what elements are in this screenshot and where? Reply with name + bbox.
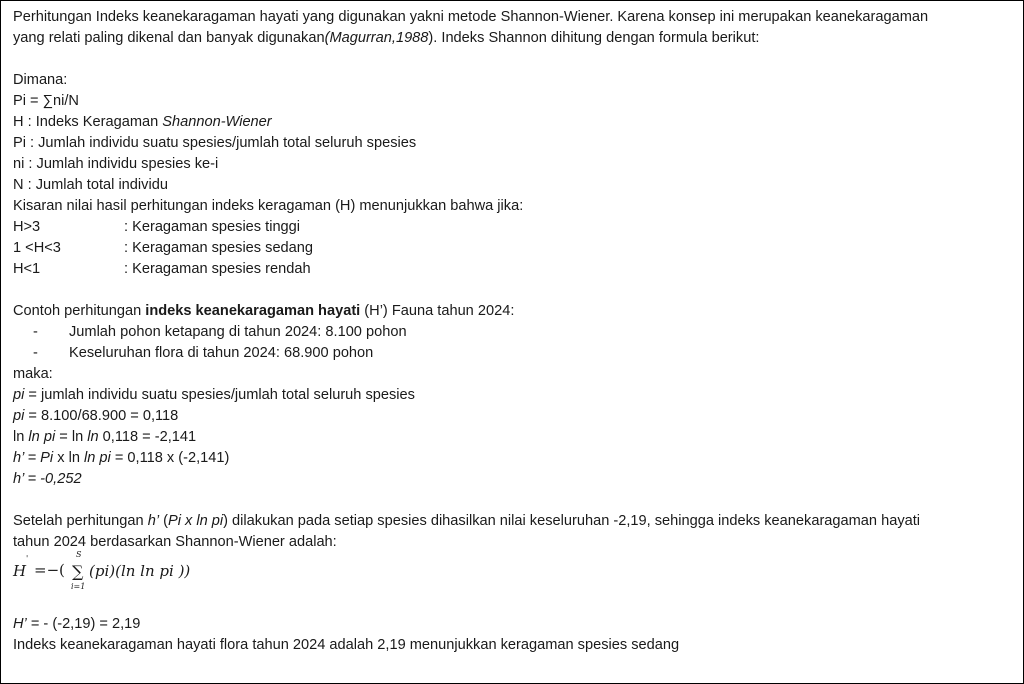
list-item bbox=[13, 343, 373, 364]
bullet-text: Jumlah pohon ketapang di tahun 2024: 8.100 pohon bbox=[69, 324, 407, 340]
calc-result: h’ = -0,252 bbox=[13, 471, 82, 487]
ni-definition bbox=[13, 154, 218, 175]
calc-text: = jumlah individu suatu spesies/jumlah total seluruh spesies bbox=[24, 387, 415, 403]
calc-text: ln bbox=[13, 429, 29, 445]
range-condition: 1 <H<3 bbox=[13, 240, 61, 256]
example-intro-bold: indeks keanekaragaman hayati bbox=[145, 303, 361, 319]
conclusion-text: tahun 2024 berdasarkan Shannon-Wiener adalah: bbox=[13, 534, 337, 550]
bullet-text: Keseluruhan flora di tahun 2024: 68.900 pohon bbox=[69, 345, 374, 361]
calc-var: h’ = Pi bbox=[13, 450, 54, 466]
pi-def-text: Pi : Jumlah individu suatu spesies/jumlah total seluruh spesies bbox=[13, 135, 417, 151]
calc-text: = 8.100/68.900 = 0,118 bbox=[24, 408, 179, 424]
range-condition: H<1 bbox=[13, 261, 41, 277]
calc-step-4 bbox=[13, 448, 229, 469]
calc-var: pi bbox=[13, 387, 25, 403]
bullet-marker: - bbox=[33, 345, 38, 361]
example-intro-text: Contoh perhitungan bbox=[13, 303, 146, 319]
shannon-formula bbox=[13, 550, 253, 596]
intro-text-2b: ). Indeks Shannon dihitung dengan formula berikut: bbox=[428, 30, 760, 46]
formula-equals-minus: =− bbox=[34, 561, 60, 579]
pi-formula: Pi = ∑ni/N bbox=[13, 93, 79, 109]
maka-line bbox=[13, 364, 53, 385]
formula-paren: ( bbox=[59, 561, 65, 579]
range-row bbox=[13, 259, 311, 280]
h-def-method: Shannon-Wiener bbox=[162, 114, 272, 130]
result-line bbox=[13, 614, 140, 635]
formula-prime: ' bbox=[26, 554, 29, 563]
calc-text: 0,118 = -2,141 bbox=[98, 429, 197, 445]
conclusion-text: ( bbox=[159, 513, 168, 529]
final-text: Indeks keanekaragaman hayati flora tahun 2024 adalah 2,19 menunjukkan keragaman spesies sedang bbox=[13, 637, 680, 653]
intro-line-2 bbox=[13, 28, 759, 49]
list-item bbox=[13, 322, 407, 343]
intro-text-1: Perhitungan Indeks keanekaragaman hayati yang digunakan yakni metode Shannon-Wiener. Karena konsep ini merupakan keanekaragaman bbox=[13, 9, 929, 25]
h-def-text: H : Indeks Keragaman bbox=[13, 114, 163, 130]
range-intro-text: Kisaran nilai hasil perhitungan indeks keragaman (H) menunjukkan bahwa jika: bbox=[13, 198, 524, 214]
range-condition: H>3 bbox=[13, 219, 41, 235]
example-intro-tail: (H’) Fauna tahun 2024: bbox=[360, 303, 515, 319]
calc-step-5 bbox=[13, 469, 82, 490]
calc-step-2 bbox=[13, 406, 178, 427]
dimana-label: Dimana: bbox=[13, 72, 68, 88]
sum-upper-limit: S bbox=[76, 550, 82, 559]
calc-var: ln pi bbox=[28, 429, 56, 445]
result-text: = - (-2,19) = 2,19 bbox=[26, 616, 141, 632]
calc-step-3 bbox=[13, 427, 196, 448]
final-statement bbox=[13, 635, 679, 656]
range-row bbox=[13, 238, 313, 259]
pi-definition bbox=[13, 133, 416, 154]
citation: (Magurran,1988 bbox=[324, 30, 429, 46]
n-def-text: N : Jumlah total individu bbox=[13, 177, 168, 193]
calc-text: = 0,118 x (-2,141) bbox=[110, 450, 230, 466]
bullet-marker: - bbox=[33, 324, 38, 340]
pi-formula-line bbox=[13, 91, 79, 112]
conclusion-text: Setelah perhitungan bbox=[13, 513, 148, 529]
range-description: : Keragaman spesies rendah bbox=[124, 261, 311, 277]
calc-text: = ln bbox=[55, 429, 88, 445]
calc-var: pi bbox=[13, 408, 25, 424]
definitions-heading bbox=[13, 70, 67, 91]
range-description: : Keragaman spesies sedang bbox=[124, 240, 314, 256]
calc-var: ln pi bbox=[84, 450, 111, 466]
formula-h: H bbox=[13, 562, 27, 580]
result-var: H’ bbox=[13, 616, 27, 632]
maka-text: maka: bbox=[13, 366, 53, 382]
range-description: : Keragaman spesies tinggi bbox=[124, 219, 301, 235]
range-row bbox=[13, 217, 300, 238]
intro-text-2a: yang relati paling dikenal dan banyak digunakan bbox=[13, 30, 325, 46]
example-intro bbox=[13, 301, 514, 322]
calc-step-1 bbox=[13, 385, 415, 406]
conclusion-line-1 bbox=[13, 511, 920, 532]
ni-def-text: ni : Jumlah individu spesies ke-i bbox=[13, 156, 219, 172]
range-intro bbox=[13, 196, 523, 217]
calc-var: ln bbox=[87, 429, 99, 445]
n-definition bbox=[13, 175, 168, 196]
calc-text: x ln bbox=[53, 450, 84, 466]
sum-symbol: ∑ bbox=[72, 562, 84, 581]
intro-line-1 bbox=[13, 7, 928, 28]
conclusion-text: ) dilakukan pada setiap spesies dihasilkan nilai keseluruhan -2,19, sehingga indeks keanekaragaman hayati bbox=[223, 513, 921, 529]
conclusion-var: h’ bbox=[147, 513, 160, 529]
h-definition bbox=[13, 112, 272, 133]
formula-body: (pi)(ln ln pi )) bbox=[89, 562, 191, 580]
sum-lower-limit: i=1 bbox=[71, 582, 86, 591]
conclusion-var: Pi x ln pi bbox=[167, 513, 224, 529]
